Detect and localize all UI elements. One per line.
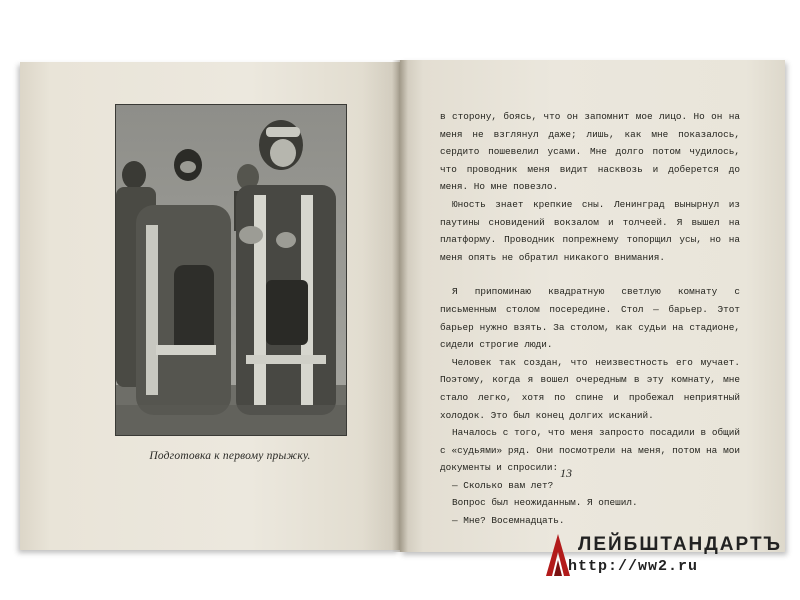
paragraph-4: Человек так создан, что неизвестность его мучает. Поэтому, когда я вошел очередным в эту комнату, мне стало легко, хотя по спине и пробежал неприятный холодок. Это был конец долгих исканий. <box>440 356 740 421</box>
watermark <box>540 528 790 588</box>
parachutists-photo <box>115 104 347 436</box>
body-text <box>440 108 740 530</box>
book-gutter <box>392 60 408 552</box>
paragraph-6: — Сколько вам лет? <box>452 479 554 491</box>
paragraph-1: в сторону, боясь, что он запомнит мое лицо. Но он на меня не взглянул даже; лишь, как мне показалось, сердито пошевелил усами. Мне долго потом чудилось, что проводник меня видит насквозь и доберется до меня. Но мне повезло. <box>440 111 740 193</box>
paragraph-2: Юность знает крепкие сны. Ленинград вынырнул из паутины сновидений вокзалом и толчеей. Я вышел на платформу. Проводник попрежнему топорщил усы, но на меня опять не обратил никакого внимания. <box>440 198 740 263</box>
page-number: 13 <box>560 466 572 480</box>
watermark-name: ЛЕЙБШТАНДАРТЪ <box>578 534 783 555</box>
watermark-url: http://ww2.ru <box>568 558 699 575</box>
paragraph-7: Вопрос был неожиданным. Я опешил. <box>452 497 638 509</box>
photo-illustration <box>116 105 346 435</box>
photo-caption: Подготовка к первому прыжку. <box>149 450 311 462</box>
paragraph-5: Началось с того, что меня запросто посадили в общий с «судьями» ряд. Они посмотрели на меня, потом на мои документы и спросили: <box>440 427 740 474</box>
left-page <box>20 62 400 550</box>
paragraph-8: — Мне? Восемнадцать. <box>452 515 565 527</box>
paragraph-3: Я припоминаю квадратную светлую комнату с письменным столом посередине. Стол — барьер. Этот барьер нужно взять. За столом, как судьи на стадионе, сидели строгие люди. <box>440 286 740 351</box>
